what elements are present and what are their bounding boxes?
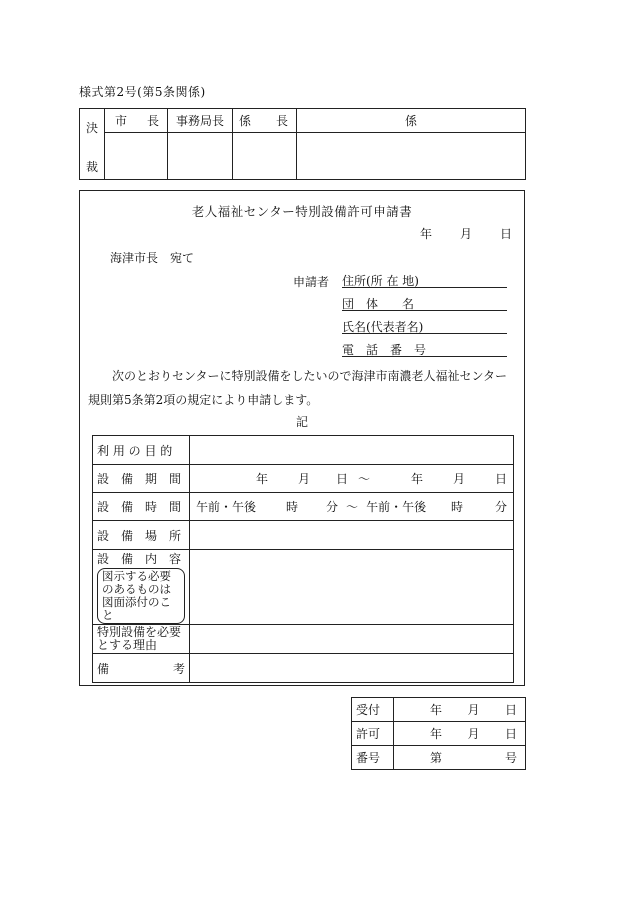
period-label: 設 備 期 間 (93, 465, 190, 493)
place-label: 設 備 場 所 (93, 521, 190, 550)
approval-side-label: 決 裁 (80, 109, 105, 180)
receipt-label-accepted: 受付 (352, 698, 394, 722)
applicant-representative-field[interactable]: 氏名(代表者名) (342, 318, 507, 334)
purpose-label: 利 用 の 目 的 (93, 436, 190, 465)
content-field[interactable] (190, 550, 514, 625)
ki-heading: 記 (295, 415, 308, 429)
addressee: 海津市長 宛て (110, 251, 195, 265)
receipt-label-number: 番号 (352, 746, 394, 770)
receipt-permitted-date[interactable]: 年 月 日 (394, 722, 526, 746)
form-number: 様式第2号(第5条関係) (79, 85, 206, 99)
receipt-label-permitted: 許可 (352, 722, 394, 746)
applicant-organization-field[interactable]: 団 体 名 (342, 295, 507, 311)
reason-label: 特別設備を必要とする理由 (93, 625, 190, 654)
applicant-phone-field[interactable]: 電 話 番 号 (342, 341, 507, 357)
remarks-label: 備 考 (93, 654, 190, 683)
time-field[interactable]: 午前・午後 時 分 ～ 午前・午後 時 分 (190, 493, 514, 521)
applicant-label: 申請者 (293, 275, 330, 289)
receipt-number[interactable]: 第 号 (394, 746, 526, 770)
applicant-address-field[interactable]: 住所(所 在 地) (342, 272, 507, 288)
details-table (92, 435, 514, 683)
approval-table (79, 108, 526, 180)
place-field[interactable] (190, 521, 514, 550)
approval-stamp-staff[interactable] (297, 133, 526, 180)
approval-stamp-secretary-general[interactable] (168, 133, 233, 180)
reason-field[interactable] (190, 625, 514, 654)
purpose-field[interactable] (190, 436, 514, 465)
receipt-table (351, 697, 526, 770)
time-label: 設 備 時 間 (93, 493, 190, 521)
period-field[interactable]: 年 月 日 ～ 年 月 日 (190, 465, 514, 493)
approval-stamp-mayor[interactable] (105, 133, 168, 180)
application-frame (79, 190, 525, 686)
application-title: 老人福祉センター特別設備許可申請書 (191, 204, 413, 219)
approval-stamp-chief[interactable] (233, 133, 297, 180)
application-body-text: 次のとおりセンターに特別設備をしたいので海津市南濃老人福祉センター規則第5条第2項の規定により申請します。 (88, 369, 508, 407)
content-label: 設 備 内 容 図示する必要のあるものは図面添付のこと (93, 550, 190, 625)
content-note: 図示する必要のあるものは図面添付のこと (97, 568, 185, 624)
approval-header-secretary-general: 事務局長 (168, 109, 233, 133)
approval-header-chief: 係 長 (233, 109, 297, 133)
application-date[interactable]: 年 月 日 (420, 227, 512, 241)
receipt-accepted-date[interactable]: 年 月 日 (394, 698, 526, 722)
remarks-field[interactable] (190, 654, 514, 683)
approval-header-staff: 係 (297, 109, 526, 133)
approval-header-mayor: 市 長 (105, 109, 168, 133)
